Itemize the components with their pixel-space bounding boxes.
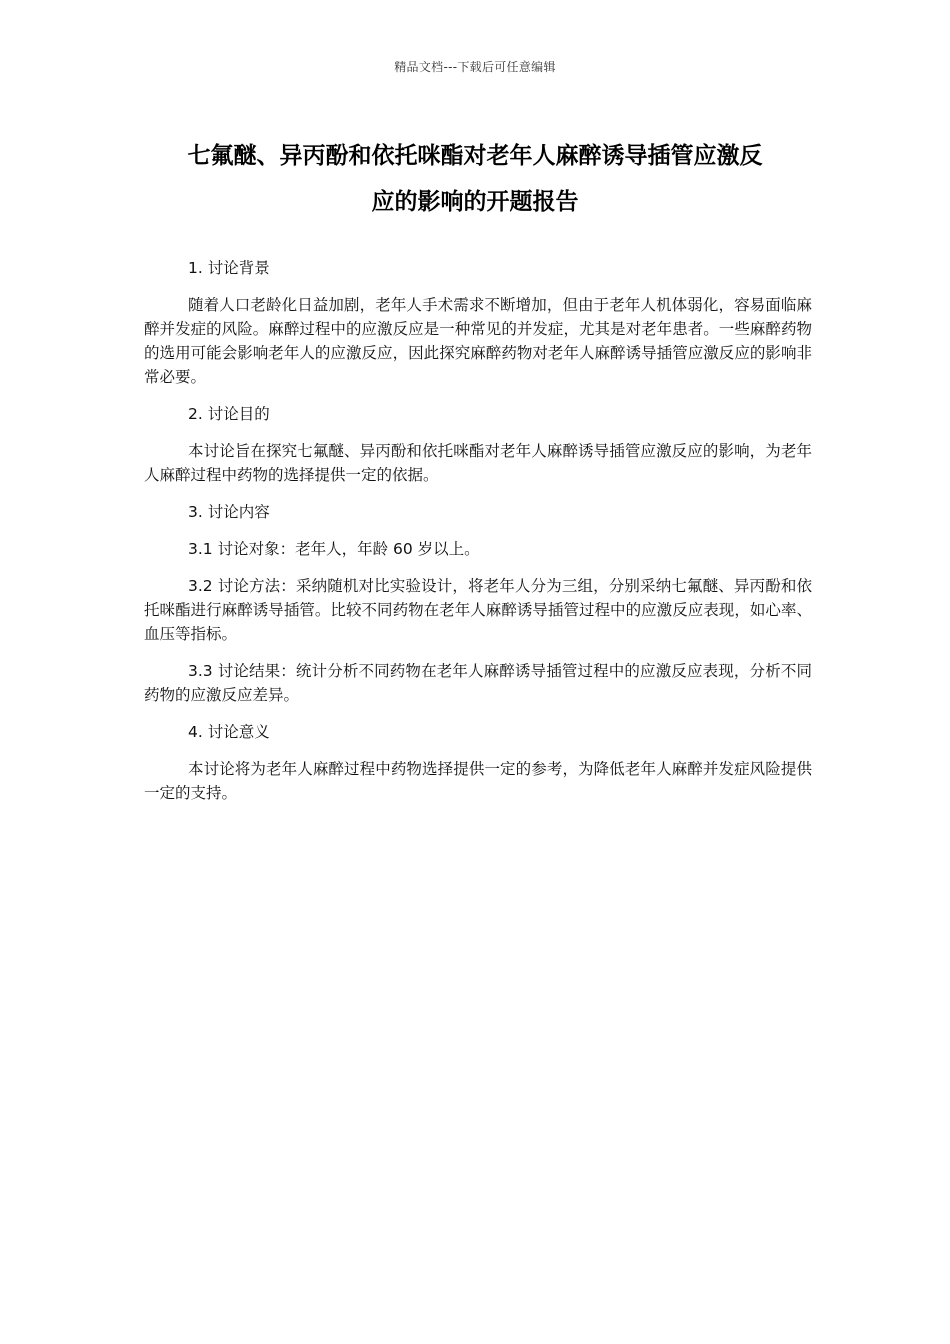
- title-line-1: 七氟醚、异丙酚和依托咪酯对老年人麻醉诱导插管应激反: [187, 143, 763, 169]
- section-heading-significance: 4. 讨论意义: [188, 723, 270, 741]
- paragraph-background: 随着人口老龄化日益加剧，老年人手术需求不断增加，但由于老年人机体弱化，容易面临麻醉并发症的风险。麻醉过程中的应激反应是一种常见的并发症，尤其是对老年患者。一些麻醉药物的选用可能会影响老年人的应激反应，因此探究麻醉药物对老年人麻醉诱导插管应激反应的影响非常必要。: [144, 296, 812, 386]
- paragraph-results: 3.3 讨论结果：统计分析不同药物在老年人麻醉诱导插管过程中的应激反应表现，分析不同药物的应激反应差异。: [144, 662, 812, 704]
- paragraph-purpose: 本讨论旨在探究七氟醚、异丙酚和依托咪酯对老年人麻醉诱导插管应激反应的影响，为老年人麻醉过程中药物的选择提供一定的依据。: [144, 442, 812, 484]
- paragraph-methods: 3.2 讨论方法：采纳随机对比实验设计，将老年人分为三组，分别采纳七氟醚、异丙酚和依托咪酯进行麻醉诱导插管。比较不同药物在老年人麻醉诱导插管过程中的应激反应表现，如心率、血压等指标。: [144, 577, 812, 643]
- title-line-2: 应的影响的开题报告: [371, 189, 579, 215]
- paragraph-subjects: 3.1 讨论对象：老年人，年龄 60 岁以上。: [188, 540, 480, 558]
- section-heading-background: 1. 讨论背景: [188, 259, 270, 277]
- document-body: [144, 256, 812, 818]
- page-header-note: 精品文档---下载后可任意编辑: [394, 60, 556, 74]
- paragraph-significance: 本讨论将为老年人麻醉过程中药物选择提供一定的参考，为降低老年人麻醉并发症风险提供一定的支持。: [144, 760, 812, 802]
- section-heading-purpose: 2. 讨论目的: [188, 405, 270, 423]
- document-title: [140, 133, 810, 225]
- section-heading-content: 3. 讨论内容: [188, 503, 270, 521]
